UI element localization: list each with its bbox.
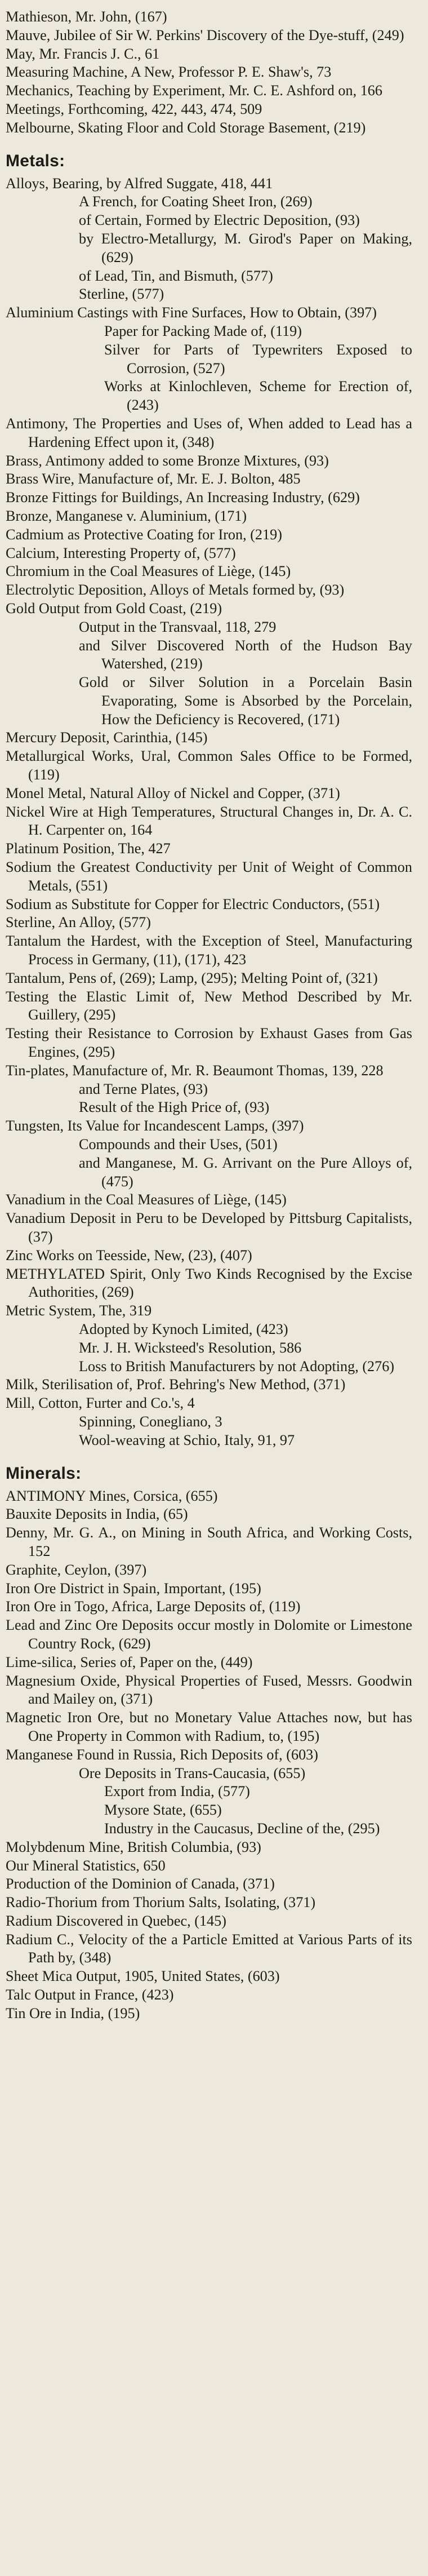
index-entry: Manganese Found in Russia, Rich Deposits of, (603): [6, 1746, 318, 1763]
index-subentry: Spinning, Conegliano, 3: [79, 1413, 222, 1430]
index-entry: Denny, Mr. G. A., on Mining in South Africa, and Working Costs, 152: [6, 1524, 412, 1559]
index-entry: Brass Wire, Manufacture of, Mr. E. J. Bolton, 485: [6, 471, 301, 487]
index-entry: Tantalum the Hardest, with the Exception of Steel, Manufacturing Process in Germany, (11), (171), 423: [6, 933, 412, 968]
index-entry: Radium Discovered in Quebec, (145): [6, 1912, 226, 1929]
index-entry: Electrolytic Deposition, Alloys of Metals formed by, (93): [6, 582, 345, 598]
index-entry: Bauxite Deposits in India, (65): [6, 1506, 188, 1523]
index-entry: Vanadium Deposit in Peru to be Developed by Pittsburg Capitalists, (37): [6, 1210, 412, 1245]
index-entry: Vanadium in the Coal Measures of Liège, (145): [6, 1191, 287, 1208]
index-entry: Radio-Thorium from Thorium Salts, Isolating, (371): [6, 1894, 316, 1911]
index-entry: Tin Ore in India, (195): [6, 2005, 140, 2021]
index-subentry: Loss to British Manufacturers by not Adopting, (276): [79, 1358, 395, 1375]
index-entry: Talc Output in France, (423): [6, 1987, 174, 2003]
index-subentry: of Certain, Formed by Electric Deposition, (93): [79, 212, 360, 229]
index-entry: Sodium the Greatest Conductivity per Unit of Weight of Common Metals, (551): [6, 859, 412, 894]
index-entry: Aluminium Castings with Fine Surfaces, How to Obtain, (397): [6, 304, 377, 321]
index-subentry: Industry in the Caucasus, Decline of the, (295): [104, 1820, 380, 1837]
index-entry: Lime-silica, Series of, Paper on the, (449): [6, 1653, 253, 1670]
index-subentry: Paper for Packing Made of, (119): [104, 322, 302, 339]
index-entry: Radium C., Velocity of the a Particle Emitted at Various Parts of its Path by, (348): [6, 1931, 412, 1966]
index-entry: Testing their Resistance to Corrosion by Exhaust Gases from Gas Engines, (295): [6, 1025, 412, 1061]
index-entry: Sodium as Substitute for Copper for Electric Conductors, (551): [6, 895, 380, 912]
index-entry: Mathieson, Mr. John, (167): [6, 8, 167, 25]
index-entry: Metric System, The, 319: [6, 1302, 152, 1319]
index-entry: ANTIMONY Mines, Corsica, (655): [6, 1487, 218, 1504]
index-entry: Zinc Works on Teesside, New, (23), (407): [6, 1247, 252, 1263]
index-entry: Cadmium as Protective Coating for Iron, (219): [6, 526, 282, 543]
index-subentry: Compounds and their Uses, (501): [79, 1136, 278, 1153]
index-entry: Antimony, The Properties and Uses of, When added to Lead has a Hardening Effect upon it, (348): [6, 415, 412, 450]
index-entry: May, Mr. Francis J. C., 61: [6, 45, 160, 62]
index-subentry: Export from India, (577): [104, 1783, 250, 1800]
index-entry: Tin-plates, Manufacture of, Mr. R. Beaumont Thomas, 139, 228: [6, 1062, 384, 1079]
index-entry: Metallurgical Works, Ural, Common Sales Office to be Formed, (119): [6, 748, 412, 783]
index-subentry: Ore Deposits in Trans-Caucasia, (655): [79, 1764, 306, 1781]
index-subentry: A French, for Coating Sheet Iron, (269): [79, 193, 313, 210]
index-entry: METHYLATED Spirit, Only Two Kinds Recognised by the Excise Authorities, (269): [6, 1265, 412, 1301]
index-entry: Lead and Zinc Ore Deposits occur mostly in Dolomite or Limestone Country Rock, (629): [6, 1617, 412, 1652]
section-entries: [6, 175, 412, 1265]
index-subentry: by Electro-Metallurgy, M. Girod's Paper on Making, (629): [79, 230, 412, 265]
index-entry: Bronze Fittings for Buildings, An Increasing Industry, (629): [6, 489, 360, 506]
index-subentry: of Lead, Tin, and Bismuth, (577): [79, 267, 273, 284]
index-subentry: Works at Kinlochleven, Scheme for Erection of, (243): [104, 378, 412, 414]
index-entries: [6, 1265, 412, 1450]
index-subentry: Output in the Transvaal, 118, 279: [79, 618, 277, 635]
index-entry: Monel Metal, Natural Alloy of Nickel and Copper, (371): [6, 784, 340, 801]
index-entry: Iron Ore District in Spain, Important, (195): [6, 1580, 261, 1597]
index-subentry: and Manganese, M. G. Arrivant on the Pure Alloys of, (475): [79, 1154, 412, 1190]
index-entry: Bronze, Manganese v. Aluminium, (171): [6, 507, 247, 524]
index-entry: Tantalum, Pens of, (269); Lamp, (295); Melting Point of, (321): [6, 969, 378, 986]
section-heading: Metals:: [6, 151, 65, 170]
index-entry: Meetings, Forthcoming, 422, 443, 474, 509: [6, 100, 262, 117]
index-entry: Mill, Cotton, Furter and Co.'s, 4: [6, 1395, 195, 1412]
index-entry: Brass, Antimony added to some Bronze Mixtures, (93): [6, 452, 329, 469]
index-entry: Gold Output from Gold Coast, (219): [6, 600, 222, 617]
index-subentry: and Silver Discovered North of the Hudson Bay Watershed, (219): [79, 637, 412, 672]
index-subentry: Sterline, (577): [79, 286, 164, 303]
index-entry: Sheet Mica Output, 1905, United States, (603): [6, 1968, 280, 1985]
index-entry: Chromium in the Coal Measures of Liège, (145): [6, 563, 291, 580]
index-entry: Calcium, Interesting Property of, (577): [6, 544, 236, 561]
index-subentry: Gold or Silver Solution in a Porcelain Basin Evaporating, Some is Absorbed by the Porcelain, How the Deficiency is Recovered, (171): [79, 674, 412, 728]
index-entries: [6, 8, 412, 138]
index-entry: Iron Ore in Togo, Africa, Large Deposits of, (119): [6, 1598, 301, 1615]
index-entry: Melbourne, Skating Floor and Cold Storage Basement, (219): [6, 119, 366, 136]
index-entry: Measuring Machine, A New, Professor P. E. Shaw's, 73: [6, 64, 332, 81]
index-entry: Graphite, Ceylon, (397): [6, 1561, 147, 1578]
index-entry: Sterline, An Alloy, (577): [6, 914, 151, 931]
index-entry: Our Mineral Statistics, 650: [6, 1857, 166, 1874]
index-entry: Molybdenum Mine, British Columbia, (93): [6, 1838, 261, 1855]
index-subentry: Adopted by Kynoch Limited, (423): [79, 1320, 288, 1337]
index-entry: Testing the Elastic Limit of, New Method Described by Mr. Guillery, (295): [6, 988, 412, 1023]
index-entry: Production of the Dominion of Canada, (371): [6, 1876, 275, 1892]
index-entry: Magnetic Iron Ore, but no Monetary Value Attaches now, but has One Property in Common with Radium, to, (195): [6, 1709, 412, 1744]
index-subentry: Mr. J. H. Wicksteed's Resolution, 586: [79, 1339, 302, 1356]
index-entry: Tungsten, Its Value for Incandescent Lamps, (397): [6, 1118, 304, 1134]
index-entry: Milk, Sterilisation of, Prof. Behring's New Method, (371): [6, 1376, 346, 1393]
index-subentry: Mysore State, (655): [104, 1802, 222, 1819]
section-entries: [6, 1487, 412, 2023]
index-entry: Alloys, Bearing, by Alfred Suggate, 418, 441: [6, 175, 273, 192]
index-entry: Mauve, Jubilee of Sir W. Perkins' Discovery of the Dye-stuff, (249): [6, 26, 404, 43]
index-entry: Mechanics, Teaching by Experiment, Mr. C. E. Ashford on, 166: [6, 82, 382, 99]
index-subentry: Silver for Parts of Typewriters Exposed to Corrosion, (527): [104, 341, 412, 376]
index-entry: Mercury Deposit, Carinthia, (145): [6, 729, 208, 746]
index-subentry: Result of the High Price of, (93): [79, 1099, 270, 1116]
index-entry: Nickel Wire at High Temperatures, Structural Changes in, Dr. A. C. H. Carpenter on, 164: [6, 803, 412, 839]
section-heading: Minerals:: [6, 1464, 82, 1483]
index-entry: Platinum Position, The, 427: [6, 840, 171, 857]
index-entry: Magnesium Oxide, Physical Properties of Fused, Messrs. Goodwin and Mailey on, (371): [6, 1672, 412, 1708]
index-subentry: and Terne Plates, (93): [79, 1080, 208, 1097]
index-subentry: Wool-weaving at Schio, Italy, 91, 97: [79, 1431, 295, 1448]
